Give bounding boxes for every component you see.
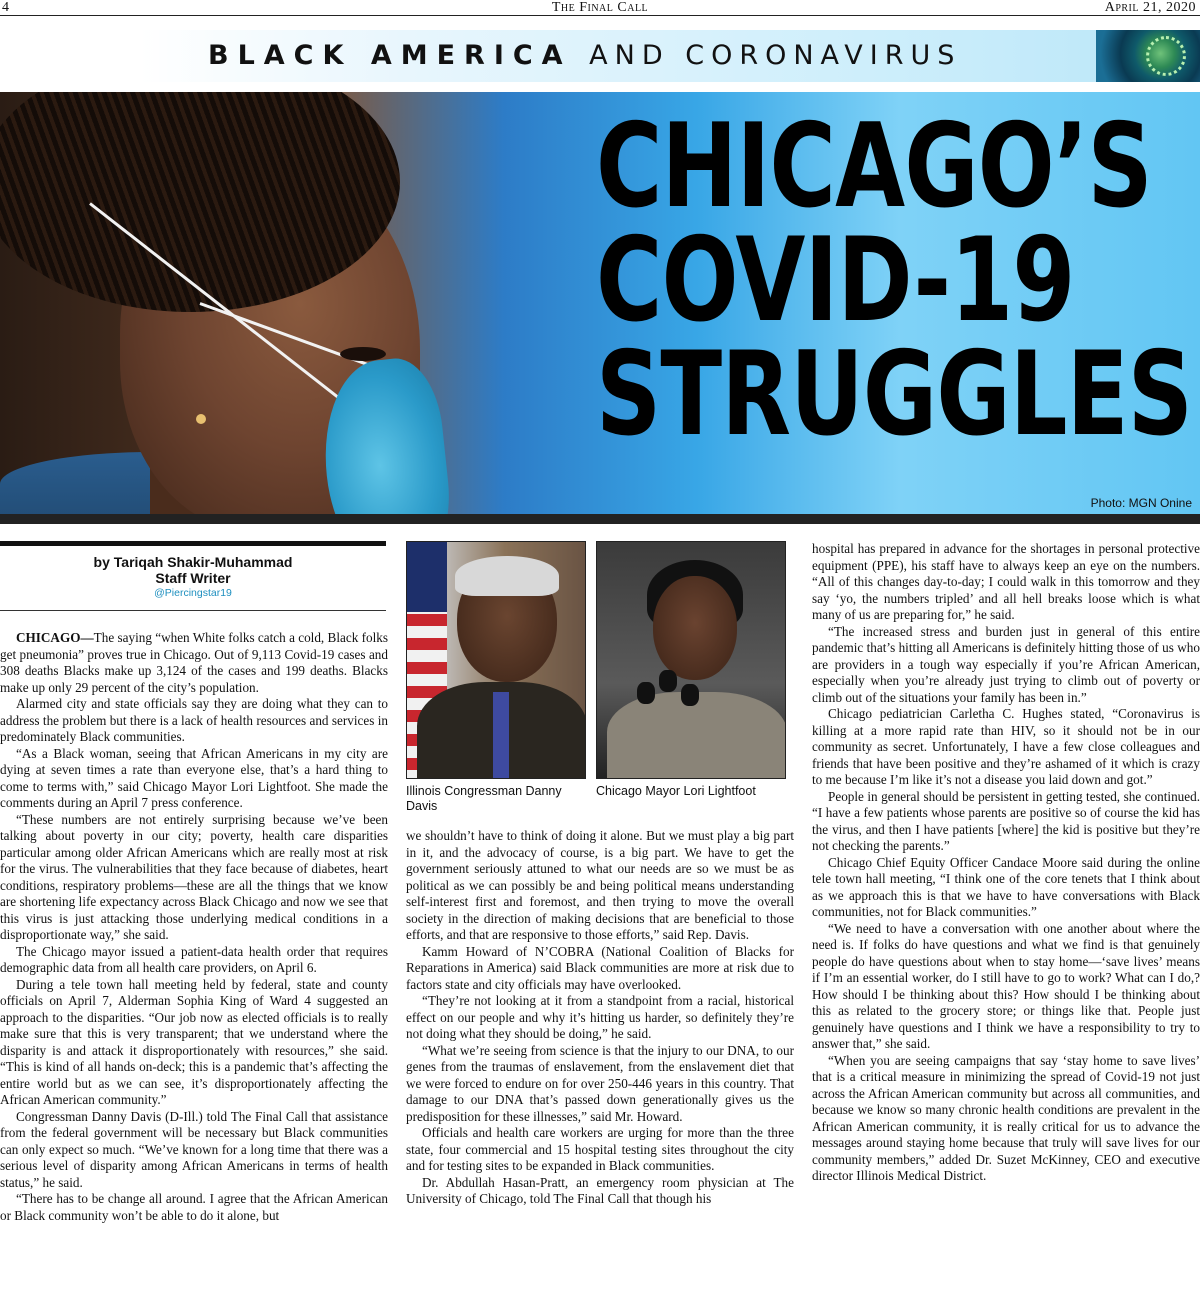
publication-name: The Final Call (551, 0, 649, 15)
article-paragraph: Dr. Abdullah Hasan-Pratt, an emergency room physician at The University of Chicago, told The Final Call that though his (406, 1174, 794, 1206)
article-paragraph: “The increased stress and burden just in general of this entire pandemic that’s hitting all Americans is definitely hitting those of us who are providers in a tough way especially if you’re African American, especially when you’re already just trying to climb out of poverty or climb out of the situations your family has been in.” (812, 623, 1200, 705)
banner-title-bold: BLACK AMERICA (208, 40, 572, 71)
caption-danny-davis: Illinois Congressman Danny Davis (406, 784, 562, 813)
article-paragraph: “There has to be change all around. I agree that the African American or Black community won’t be able to do it alone, but (0, 1191, 388, 1223)
article-paragraph: Kamm Howard of N’COBRA (National Coalition of Blacks for Reparations in America) said Black communities are more at risk due to factors state and city officials may have overlooked. (406, 943, 794, 992)
banner-title-thin: AND CORONAVIRUS (589, 40, 962, 71)
issue-date: April 21, 2020 (1104, 0, 1196, 15)
article-column-1 (0, 630, 388, 1298)
article-paragraph: “These numbers are not entirely surprising because we’ve been talking about poverty in our city; poverty, health care disparities particular among older African Americans which are really most at risk for the virus. The vulnerabilities that they face because of diabetes, heart conditions, respiratory problems—these are all the things that we know are shortening life expectancy across Black Chicago and now we see that this virus is just attacking those underlying medical conditions in a disproportionate way,” she said. (0, 811, 388, 942)
photo-danny-davis (406, 541, 586, 779)
article-paragraph: we shouldn’t have to think of doing it alone. But we must play a big part in it, and the advocacy of course, is a big part. We have to get the government seriously attuned to what our needs are so we must be as political as we can possibly be and being political means understanding self-interest first and foremost, and then trying to move the overall society in the direction of making decisions that are beneficial to those efforts, and that are responsive to those efforts,” said Rep. Davis. (406, 828, 794, 942)
author-role: Staff Writer (155, 570, 231, 586)
byline (0, 541, 386, 611)
article-column-3 (812, 541, 1200, 1298)
article-paragraph: “We need to have a conversation with one another about where the need is. If folks do have questions and what we find is that genuinely people do have questions about when to stay home—‘save lives’ means if I’m an essential worker, do I still have to go to work? What can I do,? How should I be thinking about this? How should I be thinking about this as related to the grocery store; or things like that. People just genuinely have questions and I think we have a responsibility to try to answer that,” she said. (812, 920, 1200, 1051)
article-paragraph: “When you are seeing campaigns that say ‘stay home to save lives’ that is a critical measure in minimizing the spread of Covid-19 not just across the African American community but across all communities, and because we know so many chronic health conditions are prevalent in the African American community, it is really critical for us to advance the messages around staying home because that truly will save lives for our community members,” added Dr. Suzet McKinney, CEO and executive director Illinois Medical District. (812, 1052, 1200, 1183)
microphone-icon (681, 684, 699, 706)
article-paragraph: Alarmed city and state officials say they are doing what they can to address the problem but there is a lack of health resources and services in predominately Black communities. (0, 696, 388, 744)
headline-line-1: CHICAGO’S (596, 99, 1152, 234)
dateline: CHICAGO— (16, 630, 94, 645)
hero-rule (0, 514, 1200, 524)
page-number: 4 (2, 0, 9, 15)
caption-lori-lightfoot: Chicago Mayor Lori Lightfoot (596, 784, 756, 798)
article-paragraph: People in general should be persistent in getting tested, she continued. “I have a few patients whose parents are positive so of course the kid has the virus, and then I have patients [where] the kid is positive but they’re not checking the parents.” (812, 788, 1200, 853)
article-column-2 (406, 828, 794, 1298)
article-paragraph: Chicago Chief Equity Officer Candace Moore said during the online tele town hall meeting, “I think one of the core tenets that I think about as we approach this is that we have to have conversations with Black communities, not for Black communities.” (812, 854, 1200, 919)
running-head (0, 0, 1200, 16)
author-handle[interactable]: @Piercingstar19 (154, 587, 232, 599)
article-paragraph: Officials and health care workers are urging for more than the three state, four commercial and 15 hospital testing sites throughout the city and for testing sites to be expanded in Black communities. (406, 1125, 794, 1173)
hero-photo (0, 92, 1200, 514)
headline-line-3: STRUGGLES (596, 327, 1193, 462)
article-paragraph: Chicago pediatrician Carletha C. Hughes stated, “Coronavirus is killing at a more rapid rate than HIV, so it should not be in our community as secret. Unfortunately, I have a few close colleagues and friends that have been positive and they’re ashamed of it which is crazy to me because I’m like it’s not a disease you laid down and got.” (812, 706, 1200, 787)
article-paragraph: The Chicago mayor issued a patient-data health order that requires demographic data from all health care providers, on April 6. (0, 943, 388, 975)
photo-lori-lightfoot (596, 541, 786, 779)
microphone-icon (637, 682, 655, 704)
author-name: by Tariqah Shakir-Muhammad (93, 554, 293, 570)
banner-title (208, 40, 961, 71)
article-paragraph: CHICAGO—The saying “when White folks catch a cold, Black folks get pneumonia” proves true in Chicago. Out of 9,113 Covid-19 cases and 308 deaths Blacks make up 3,124 of the cases and 199 deaths. Blacks make up only 29 percent of the city’s population. (0, 630, 388, 695)
article-paragraph: “They’re not looking at it from a standpoint from a racial, historical effect on our people and why it’s hitting us harder, so definitely they’re not doing what they should be doing,” he said. (406, 993, 794, 1041)
article-paragraph: “What we’re seeing from science is that the injury to our DNA, to our genes from the traumas of enslavement, from the enslavement diet that we were forced to endure on for over 250-446 years in this country. That damage to our DNA that’s passed down generationally gives us the predisposition for these illnesses,” said Mr. Howard. (406, 1042, 794, 1124)
article-paragraph: hospital has prepared in advance for the shortages in personal protective equipment (PPE), his staff have to always keep an eye on the numbers. “All of this changes day-to-day; I could walk in this tomorrow and they say ‘yo, the numbers tripled’ and all hell breaks loose which is what many of us are preparing for,” he said. (812, 541, 1200, 622)
headline (596, 99, 1193, 462)
coronavirus-icon (1096, 30, 1200, 82)
article-paragraph: Congressman Danny Davis (D-Ill.) told The Final Call that assistance from the federal government will be necessary but Black communities can only expect so much. “We’ve known for a long time that there was a serious level of disparity among African Americans in terms of health status,” he said. (0, 1108, 388, 1190)
headline-line-2: COVID-19 (596, 213, 1075, 348)
section-banner (140, 30, 1200, 82)
microphone-icon (659, 670, 677, 692)
article-paragraph: During a tele town hall meeting held by federal, state and county officials on April 7, Alderman Sophia King of Ward 4 suggested an approach to the disparities. “Our job now as elected officials is to really make sure that this is very transparent; that we understand where the disparity is and attack it disproportionately with resources,” she said. “This is kind of all hands on-deck; this is a pandemic that’s affecting the entire world but as we can see, it’s disproportionately affecting the African American community.” (0, 976, 388, 1107)
article-paragraph: “As a Black woman, seeing that African Americans in my city are dying at seven times a rate than everyone else, that’s a hard thing to come to terms with,” said Chicago Mayor Lori Lightfoot. She made the comments during an April 7 press conference. (0, 745, 388, 810)
photo-credit: Photo: MGN Onine (1090, 496, 1192, 510)
